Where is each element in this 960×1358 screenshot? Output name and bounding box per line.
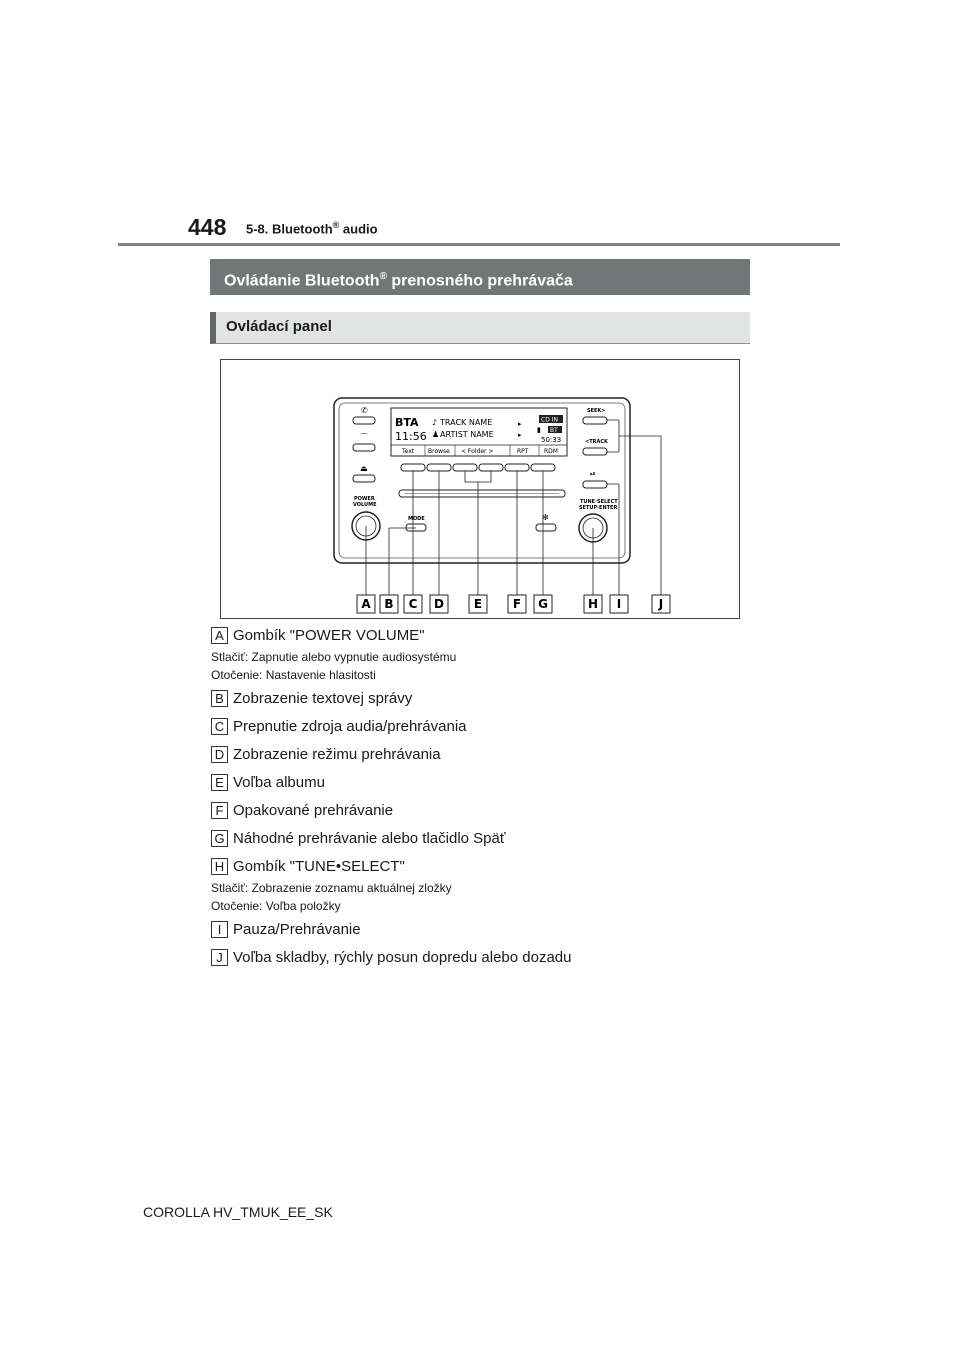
legend-letter: B xyxy=(211,690,228,707)
subtext-line: Stlačiť: Zobrazenie zoznamu aktuálnej zložky xyxy=(211,881,452,895)
mode-button xyxy=(406,524,426,531)
subsection-title: Ovládací panel xyxy=(210,312,750,344)
phone-button xyxy=(353,417,375,424)
sound-button xyxy=(536,524,556,531)
seek-label: SEEK> xyxy=(587,408,606,414)
track-button xyxy=(583,448,607,455)
legend-item-g xyxy=(211,830,751,847)
legend-item-i xyxy=(211,921,751,938)
callout-g: G xyxy=(538,597,548,611)
callout-a: A xyxy=(361,597,371,611)
legend-subtext-a xyxy=(211,648,751,684)
legend-text: Voľba albumu xyxy=(233,774,325,791)
legend-item-e xyxy=(211,774,751,791)
title-registered-mark: ® xyxy=(379,271,387,282)
section-prefix: 5-8. Bluetooth xyxy=(246,221,333,237)
legend-item-c xyxy=(211,718,751,735)
arrow-right-icon: ▸ xyxy=(518,420,522,428)
subtext-line: Otočenie: Voľba položky xyxy=(211,899,341,913)
callout-j: J xyxy=(658,597,664,611)
track-label: <TRACK xyxy=(585,439,608,445)
legend-text: Opakované prehrávanie xyxy=(233,802,394,819)
setup-enter-label: SETUP·ENTER xyxy=(579,505,618,511)
softkey-label-rpt: RPT xyxy=(517,448,529,455)
play-pause-button xyxy=(583,481,607,488)
power-label: POWER xyxy=(354,496,375,502)
legend-text: Náhodné prehrávanie alebo tlačidlo Späť xyxy=(233,830,506,847)
legend-list xyxy=(211,627,751,966)
mode-label: MODE xyxy=(408,516,425,522)
legend-text: Voľba skladby, rýchly posun dopredu alebo dozadu xyxy=(233,949,572,966)
legend-letter: G xyxy=(211,830,228,847)
tune-select-label: TUNE·SELECT xyxy=(580,499,618,505)
signal-icon: ▮ xyxy=(537,426,541,434)
page-number: 448 xyxy=(188,214,227,240)
title-text: Ovládanie Bluetooth xyxy=(224,272,380,290)
legend-letter: A xyxy=(211,627,228,644)
callout-e: E xyxy=(473,597,483,611)
section-suffix: audio xyxy=(339,221,378,237)
legend-letter: I xyxy=(211,921,228,938)
legend-text: Zobrazenie textovej správy xyxy=(233,690,413,707)
phone-icon: ✆ xyxy=(361,406,368,415)
control-panel-figure xyxy=(220,359,740,619)
display-source: BTA xyxy=(395,416,419,429)
softkey-label-folder: < Folder > xyxy=(461,448,494,455)
seek-button xyxy=(583,417,607,424)
registered-mark: ® xyxy=(332,220,340,230)
legend-item-d xyxy=(211,746,751,763)
callout-d: D xyxy=(434,597,444,611)
subtext-line: Stlačiť: Zapnutie alebo vypnutie audiosystému xyxy=(211,650,457,664)
legend-letter: D xyxy=(211,746,228,763)
title-suffix: prenosného prehrávača xyxy=(386,272,573,290)
legend-text: Gombík "TUNE•SELECT" xyxy=(233,858,405,875)
legend-letter: H xyxy=(211,858,228,875)
music-note-icon: ♪ xyxy=(432,418,438,427)
subtext-line: Otočenie: Nastavenie hlasitosti xyxy=(211,668,376,682)
legend-item-f xyxy=(211,802,751,819)
softkey-1 xyxy=(401,464,425,471)
control-panel-illustration xyxy=(221,360,741,620)
footer-document-code: COROLLA HV_TMUK_EE_SK xyxy=(143,1204,333,1220)
legend-subtext-h xyxy=(211,879,751,915)
legend-text: Zobrazenie režimu prehrávania xyxy=(233,746,441,763)
play-pause-icon: ⏯ xyxy=(590,470,596,478)
eject-icon: ⏏ xyxy=(360,464,368,473)
legend-letter: C xyxy=(211,718,228,735)
callout-i: I xyxy=(616,597,622,611)
callout-letters xyxy=(357,595,670,613)
callout-h: H xyxy=(587,597,599,611)
section-reference xyxy=(246,220,378,236)
softkey-2 xyxy=(427,464,451,471)
legend-item-a xyxy=(211,627,751,644)
display-track: TRACK NAME xyxy=(440,418,493,427)
hangup-icon: ⌒ xyxy=(360,433,368,442)
legend-text: Pauza/Prehrávanie xyxy=(233,921,361,938)
sound-icon: ✻ xyxy=(542,513,549,522)
legend-text: Prepnutie zdroja audia/prehrávania xyxy=(233,718,467,735)
display-time: 11:56 xyxy=(395,430,427,443)
softkey-label-rdm: RDM xyxy=(544,448,558,455)
legend-item-j xyxy=(211,949,751,966)
softkey-3 xyxy=(453,464,477,471)
display-elapsed: 50:33 xyxy=(541,436,562,444)
legend-letter: E xyxy=(211,774,228,791)
legend-item-b xyxy=(211,690,751,707)
display-artist: ARTIST NAME xyxy=(440,430,494,439)
cd-in-text: CD IN xyxy=(541,416,558,424)
softkey-label-browse: Browse xyxy=(428,448,450,455)
callout-f: F xyxy=(512,597,522,611)
hangup-button xyxy=(353,444,375,451)
callout-c: C xyxy=(408,597,418,611)
softkey-5 xyxy=(505,464,529,471)
header-rule xyxy=(118,243,840,246)
softkey-6 xyxy=(531,464,555,471)
legend-text: Gombík "POWER VOLUME" xyxy=(233,627,425,644)
section-title xyxy=(210,259,750,295)
volume-label: VOLUME xyxy=(353,502,377,508)
legend-letter: J xyxy=(211,949,228,966)
legend-letter: F xyxy=(211,802,228,819)
legend-item-h xyxy=(211,858,751,875)
arrow-right-icon-2: ▸ xyxy=(518,431,522,439)
person-icon: ♟ xyxy=(432,430,440,439)
callout-b: B xyxy=(384,597,394,611)
bt-text: BT xyxy=(550,427,558,434)
softkey-label-text: Text xyxy=(402,448,415,455)
eject-button xyxy=(353,475,375,482)
softkey-4 xyxy=(479,464,503,471)
